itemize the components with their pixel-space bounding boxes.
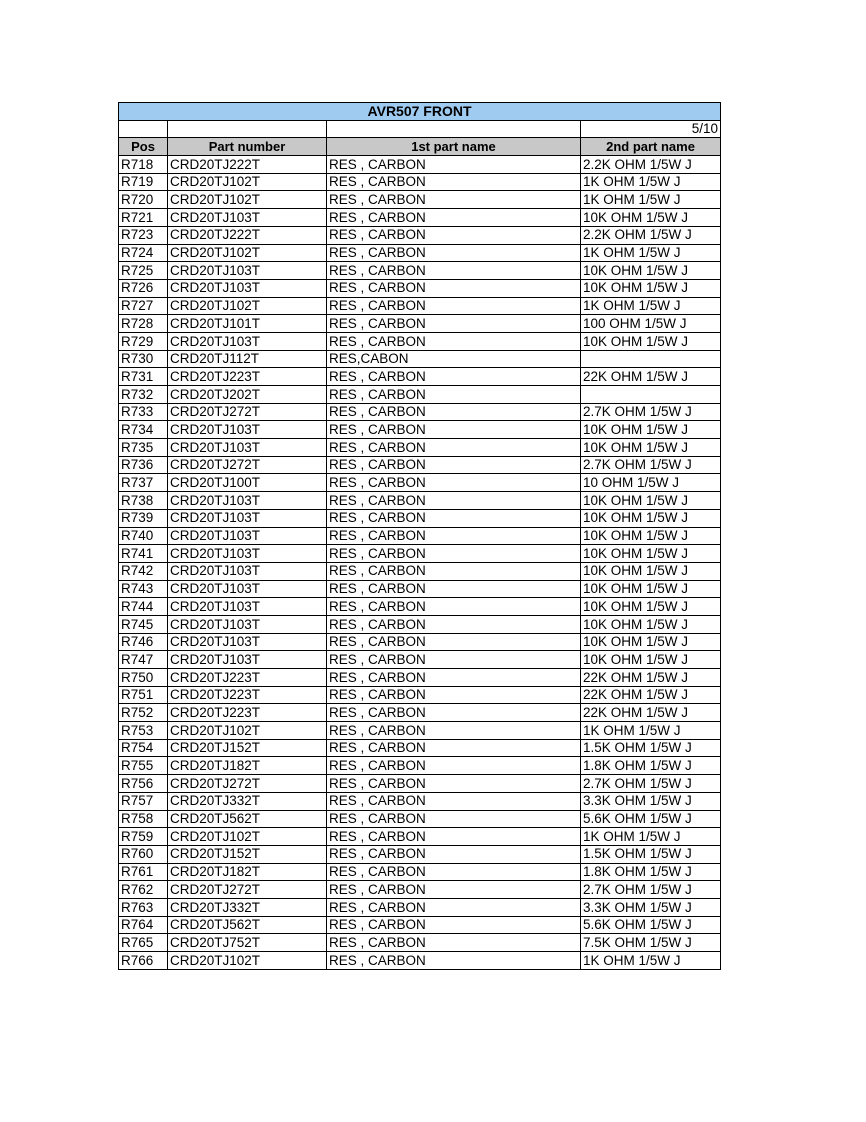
table-row — [119, 226, 721, 244]
cell-pos: R726 — [119, 279, 168, 297]
cell-1st-part-name: RES , CARBON — [327, 898, 581, 916]
cell-1st-part-name: RES , CARBON — [327, 952, 581, 970]
cell-pos: R724 — [119, 244, 168, 262]
table-row — [119, 492, 721, 510]
table-row — [119, 916, 721, 934]
cell-2nd-part-name: 10K OHM 1/5W J — [581, 615, 721, 633]
cell-part-number: CRD20TJ103T — [168, 509, 327, 527]
cell-1st-part-name: RES , CARBON — [327, 403, 581, 421]
cell-pos: R756 — [119, 775, 168, 793]
cell-pos: R743 — [119, 580, 168, 598]
page-row — [119, 120, 721, 138]
cell-pos: R723 — [119, 226, 168, 244]
cell-1st-part-name: RES , CARBON — [327, 722, 581, 740]
cell-2nd-part-name: 1K OHM 1/5W J — [581, 722, 721, 740]
cell-1st-part-name: RES , CARBON — [327, 279, 581, 297]
cell-pos: R728 — [119, 315, 168, 333]
cell-2nd-part-name: 2.7K OHM 1/5W J — [581, 456, 721, 474]
cell-pos: R751 — [119, 686, 168, 704]
cell-2nd-part-name: 1K OHM 1/5W J — [581, 828, 721, 846]
cell-pos: R742 — [119, 562, 168, 580]
cell-1st-part-name: RES , CARBON — [327, 810, 581, 828]
cell-pos: R764 — [119, 916, 168, 934]
cell-part-number: CRD20TJ182T — [168, 863, 327, 881]
cell-pos: R738 — [119, 492, 168, 510]
column-header-part-number: Part number — [168, 138, 327, 156]
cell-part-number: CRD20TJ103T — [168, 598, 327, 616]
cell-pos: R740 — [119, 527, 168, 545]
cell-1st-part-name: RES , CARBON — [327, 598, 581, 616]
table-row — [119, 527, 721, 545]
cell-1st-part-name: RES , CARBON — [327, 775, 581, 793]
table-row — [119, 651, 721, 669]
table-row — [119, 262, 721, 280]
cell-pos: R730 — [119, 350, 168, 368]
cell-1st-part-name: RES , CARBON — [327, 244, 581, 262]
cell-part-number: CRD20TJ102T — [168, 191, 327, 209]
cell-part-number: CRD20TJ272T — [168, 456, 327, 474]
page-row-blank-cell — [119, 120, 168, 138]
cell-pos: R747 — [119, 651, 168, 669]
cell-pos: R718 — [119, 156, 168, 174]
cell-2nd-part-name: 5.6K OHM 1/5W J — [581, 810, 721, 828]
cell-pos: R761 — [119, 863, 168, 881]
cell-1st-part-name: RES , CARBON — [327, 226, 581, 244]
table-row — [119, 368, 721, 386]
cell-part-number: CRD20TJ103T — [168, 421, 327, 439]
cell-pos: R757 — [119, 792, 168, 810]
cell-part-number: CRD20TJ103T — [168, 492, 327, 510]
cell-part-number: CRD20TJ223T — [168, 686, 327, 704]
cell-2nd-part-name: 1K OHM 1/5W J — [581, 191, 721, 209]
cell-pos: R753 — [119, 722, 168, 740]
cell-2nd-part-name: 10K OHM 1/5W J — [581, 509, 721, 527]
cell-pos: R741 — [119, 545, 168, 563]
cell-part-number: CRD20TJ103T — [168, 615, 327, 633]
cell-pos: R725 — [119, 262, 168, 280]
cell-part-number: CRD20TJ222T — [168, 156, 327, 174]
cell-part-number: CRD20TJ272T — [168, 881, 327, 899]
cell-1st-part-name: RES , CARBON — [327, 368, 581, 386]
cell-2nd-part-name: 22K OHM 1/5W J — [581, 686, 721, 704]
cell-1st-part-name: RES , CARBON — [327, 297, 581, 315]
cell-1st-part-name: RES , CARBON — [327, 421, 581, 439]
cell-1st-part-name: RES , CARBON — [327, 386, 581, 404]
table-row — [119, 845, 721, 863]
cell-pos: R746 — [119, 633, 168, 651]
column-header-pos: Pos — [119, 138, 168, 156]
cell-part-number: CRD20TJ102T — [168, 828, 327, 846]
cell-1st-part-name: RES , CARBON — [327, 492, 581, 510]
cell-pos: R727 — [119, 297, 168, 315]
table-row — [119, 828, 721, 846]
table-row — [119, 439, 721, 457]
table-row — [119, 332, 721, 350]
cell-2nd-part-name: 10K OHM 1/5W J — [581, 562, 721, 580]
cell-1st-part-name: RES , CARBON — [327, 792, 581, 810]
cell-2nd-part-name: 10K OHM 1/5W J — [581, 527, 721, 545]
cell-1st-part-name: RES , CARBON — [327, 262, 581, 280]
cell-1st-part-name: RES , CARBON — [327, 881, 581, 899]
cell-1st-part-name: RES , CARBON — [327, 757, 581, 775]
cell-2nd-part-name: 10K OHM 1/5W J — [581, 439, 721, 457]
cell-2nd-part-name: 2.7K OHM 1/5W J — [581, 403, 721, 421]
cell-2nd-part-name: 5.6K OHM 1/5W J — [581, 916, 721, 934]
cell-part-number: CRD20TJ102T — [168, 297, 327, 315]
table-title: AVR507 FRONT — [119, 103, 721, 121]
table-row — [119, 863, 721, 881]
cell-pos: R766 — [119, 952, 168, 970]
cell-pos: R760 — [119, 845, 168, 863]
cell-part-number: CRD20TJ223T — [168, 704, 327, 722]
cell-part-number: CRD20TJ103T — [168, 545, 327, 563]
cell-2nd-part-name: 22K OHM 1/5W J — [581, 669, 721, 687]
cell-part-number: CRD20TJ562T — [168, 916, 327, 934]
column-header-1st-part-name: 1st part name — [327, 138, 581, 156]
cell-part-number: CRD20TJ562T — [168, 810, 327, 828]
cell-pos: R739 — [119, 509, 168, 527]
cell-2nd-part-name: 10K OHM 1/5W J — [581, 332, 721, 350]
cell-2nd-part-name: 10K OHM 1/5W J — [581, 279, 721, 297]
page-row-blank-cell — [168, 120, 327, 138]
cell-1st-part-name: RES , CARBON — [327, 845, 581, 863]
cell-pos: R729 — [119, 332, 168, 350]
cell-part-number: CRD20TJ103T — [168, 562, 327, 580]
cell-pos: R755 — [119, 757, 168, 775]
cell-1st-part-name: RES , CARBON — [327, 580, 581, 598]
cell-2nd-part-name: 10K OHM 1/5W J — [581, 598, 721, 616]
cell-part-number: CRD20TJ103T — [168, 332, 327, 350]
cell-pos: R744 — [119, 598, 168, 616]
cell-1st-part-name: RES , CARBON — [327, 173, 581, 191]
table-row — [119, 421, 721, 439]
cell-part-number: CRD20TJ152T — [168, 845, 327, 863]
table-row — [119, 403, 721, 421]
cell-part-number: CRD20TJ103T — [168, 439, 327, 457]
cell-part-number: CRD20TJ103T — [168, 580, 327, 598]
table-row — [119, 244, 721, 262]
page-number: 5/10 — [581, 120, 721, 138]
cell-2nd-part-name: 10K OHM 1/5W J — [581, 262, 721, 280]
cell-part-number: CRD20TJ272T — [168, 403, 327, 421]
parts-list-table — [118, 102, 721, 970]
table-row — [119, 297, 721, 315]
cell-part-number: CRD20TJ332T — [168, 898, 327, 916]
cell-1st-part-name: RES , CARBON — [327, 156, 581, 174]
table-row — [119, 386, 721, 404]
cell-1st-part-name: RES , CARBON — [327, 509, 581, 527]
table-row — [119, 474, 721, 492]
cell-2nd-part-name: 1K OHM 1/5W J — [581, 173, 721, 191]
cell-pos: R752 — [119, 704, 168, 722]
cell-part-number: CRD20TJ202T — [168, 386, 327, 404]
cell-part-number: CRD20TJ222T — [168, 226, 327, 244]
cell-2nd-part-name: 10K OHM 1/5W J — [581, 580, 721, 598]
cell-1st-part-name: RES , CARBON — [327, 669, 581, 687]
table-row — [119, 562, 721, 580]
cell-2nd-part-name: 2.7K OHM 1/5W J — [581, 881, 721, 899]
cell-part-number: CRD20TJ101T — [168, 315, 327, 333]
cell-1st-part-name: RES , CARBON — [327, 456, 581, 474]
table-row — [119, 775, 721, 793]
cell-1st-part-name: RES , CARBON — [327, 527, 581, 545]
cell-2nd-part-name: 2.7K OHM 1/5W J — [581, 775, 721, 793]
cell-2nd-part-name: 1K OHM 1/5W J — [581, 297, 721, 315]
table-row — [119, 898, 721, 916]
cell-pos: R759 — [119, 828, 168, 846]
cell-pos: R731 — [119, 368, 168, 386]
table-row — [119, 739, 721, 757]
cell-2nd-part-name: 100 OHM 1/5W J — [581, 315, 721, 333]
cell-pos: R758 — [119, 810, 168, 828]
cell-part-number: CRD20TJ102T — [168, 952, 327, 970]
cell-pos: R737 — [119, 474, 168, 492]
cell-1st-part-name: RES , CARBON — [327, 209, 581, 227]
table-row — [119, 509, 721, 527]
cell-2nd-part-name: 3.3K OHM 1/5W J — [581, 898, 721, 916]
cell-part-number: CRD20TJ752T — [168, 934, 327, 952]
cell-2nd-part-name: 10K OHM 1/5W J — [581, 545, 721, 563]
table-row — [119, 704, 721, 722]
cell-pos: R736 — [119, 456, 168, 474]
cell-part-number: CRD20TJ223T — [168, 669, 327, 687]
table-row — [119, 209, 721, 227]
cell-2nd-part-name — [581, 386, 721, 404]
table-row — [119, 580, 721, 598]
cell-pos: R762 — [119, 881, 168, 899]
cell-1st-part-name: RES , CARBON — [327, 651, 581, 669]
table-row — [119, 686, 721, 704]
cell-part-number: CRD20TJ152T — [168, 739, 327, 757]
cell-1st-part-name: RES , CARBON — [327, 439, 581, 457]
table-row — [119, 810, 721, 828]
cell-pos: R765 — [119, 934, 168, 952]
table-row — [119, 545, 721, 563]
cell-2nd-part-name: 1K OHM 1/5W J — [581, 244, 721, 262]
cell-pos: R734 — [119, 421, 168, 439]
cell-2nd-part-name: 10 OHM 1/5W J — [581, 474, 721, 492]
cell-1st-part-name: RES , CARBON — [327, 615, 581, 633]
table-row — [119, 669, 721, 687]
cell-1st-part-name: RES , CARBON — [327, 863, 581, 881]
cell-1st-part-name: RES , CARBON — [327, 191, 581, 209]
cell-pos: R732 — [119, 386, 168, 404]
page-row-blank-cell — [327, 120, 581, 138]
cell-2nd-part-name: 1.5K OHM 1/5W J — [581, 845, 721, 863]
table-row — [119, 792, 721, 810]
cell-part-number: CRD20TJ272T — [168, 775, 327, 793]
cell-part-number: CRD20TJ103T — [168, 633, 327, 651]
cell-part-number: CRD20TJ103T — [168, 651, 327, 669]
cell-pos: R733 — [119, 403, 168, 421]
table-row — [119, 173, 721, 191]
cell-pos: R754 — [119, 739, 168, 757]
cell-2nd-part-name: 7.5K OHM 1/5W J — [581, 934, 721, 952]
cell-2nd-part-name: 2.2K OHM 1/5W J — [581, 156, 721, 174]
cell-pos: R735 — [119, 439, 168, 457]
cell-pos: R745 — [119, 615, 168, 633]
table-row — [119, 952, 721, 970]
table-row — [119, 191, 721, 209]
cell-pos: R721 — [119, 209, 168, 227]
table-row — [119, 156, 721, 174]
cell-1st-part-name: RES , CARBON — [327, 828, 581, 846]
cell-2nd-part-name: 10K OHM 1/5W J — [581, 651, 721, 669]
cell-part-number: CRD20TJ102T — [168, 722, 327, 740]
cell-2nd-part-name: 1.8K OHM 1/5W J — [581, 757, 721, 775]
title-row — [119, 103, 721, 121]
cell-part-number: CRD20TJ102T — [168, 173, 327, 191]
cell-pos: R750 — [119, 669, 168, 687]
table-body — [119, 156, 721, 970]
table-row — [119, 722, 721, 740]
cell-part-number: CRD20TJ223T — [168, 368, 327, 386]
cell-part-number: CRD20TJ332T — [168, 792, 327, 810]
cell-1st-part-name: RES , CARBON — [327, 934, 581, 952]
cell-2nd-part-name: 10K OHM 1/5W J — [581, 209, 721, 227]
cell-2nd-part-name: 3.3K OHM 1/5W J — [581, 792, 721, 810]
cell-2nd-part-name: 2.2K OHM 1/5W J — [581, 226, 721, 244]
cell-2nd-part-name — [581, 350, 721, 368]
table-row — [119, 615, 721, 633]
table-row — [119, 315, 721, 333]
cell-part-number: CRD20TJ103T — [168, 209, 327, 227]
cell-1st-part-name: RES , CARBON — [327, 739, 581, 757]
cell-1st-part-name: RES , CARBON — [327, 545, 581, 563]
cell-2nd-part-name: 10K OHM 1/5W J — [581, 492, 721, 510]
column-header-2nd-part-name: 2nd part name — [581, 138, 721, 156]
cell-part-number: CRD20TJ102T — [168, 244, 327, 262]
cell-2nd-part-name: 1K OHM 1/5W J — [581, 952, 721, 970]
table-row — [119, 598, 721, 616]
cell-pos: R763 — [119, 898, 168, 916]
cell-1st-part-name: RES , CARBON — [327, 633, 581, 651]
cell-part-number: CRD20TJ103T — [168, 279, 327, 297]
table-row — [119, 757, 721, 775]
table-row — [119, 279, 721, 297]
cell-2nd-part-name: 10K OHM 1/5W J — [581, 633, 721, 651]
cell-2nd-part-name: 1.5K OHM 1/5W J — [581, 739, 721, 757]
cell-1st-part-name: RES , CARBON — [327, 704, 581, 722]
cell-2nd-part-name: 22K OHM 1/5W J — [581, 368, 721, 386]
cell-2nd-part-name: 1.8K OHM 1/5W J — [581, 863, 721, 881]
cell-2nd-part-name: 22K OHM 1/5W J — [581, 704, 721, 722]
cell-2nd-part-name: 10K OHM 1/5W J — [581, 421, 721, 439]
table-row — [119, 633, 721, 651]
header-row — [119, 138, 721, 156]
cell-1st-part-name: RES , CARBON — [327, 315, 581, 333]
cell-1st-part-name: RES , CARBON — [327, 916, 581, 934]
cell-1st-part-name: RES , CARBON — [327, 562, 581, 580]
table-row — [119, 456, 721, 474]
table-row — [119, 934, 721, 952]
cell-pos: R719 — [119, 173, 168, 191]
cell-part-number: CRD20TJ103T — [168, 262, 327, 280]
cell-1st-part-name: RES , CARBON — [327, 686, 581, 704]
cell-part-number: CRD20TJ100T — [168, 474, 327, 492]
cell-part-number: CRD20TJ112T — [168, 350, 327, 368]
cell-part-number: CRD20TJ103T — [168, 527, 327, 545]
cell-part-number: CRD20TJ182T — [168, 757, 327, 775]
table-row — [119, 881, 721, 899]
cell-1st-part-name: RES , CARBON — [327, 332, 581, 350]
cell-1st-part-name: RES,CABON — [327, 350, 581, 368]
cell-1st-part-name: RES , CARBON — [327, 474, 581, 492]
table-row — [119, 350, 721, 368]
cell-pos: R720 — [119, 191, 168, 209]
